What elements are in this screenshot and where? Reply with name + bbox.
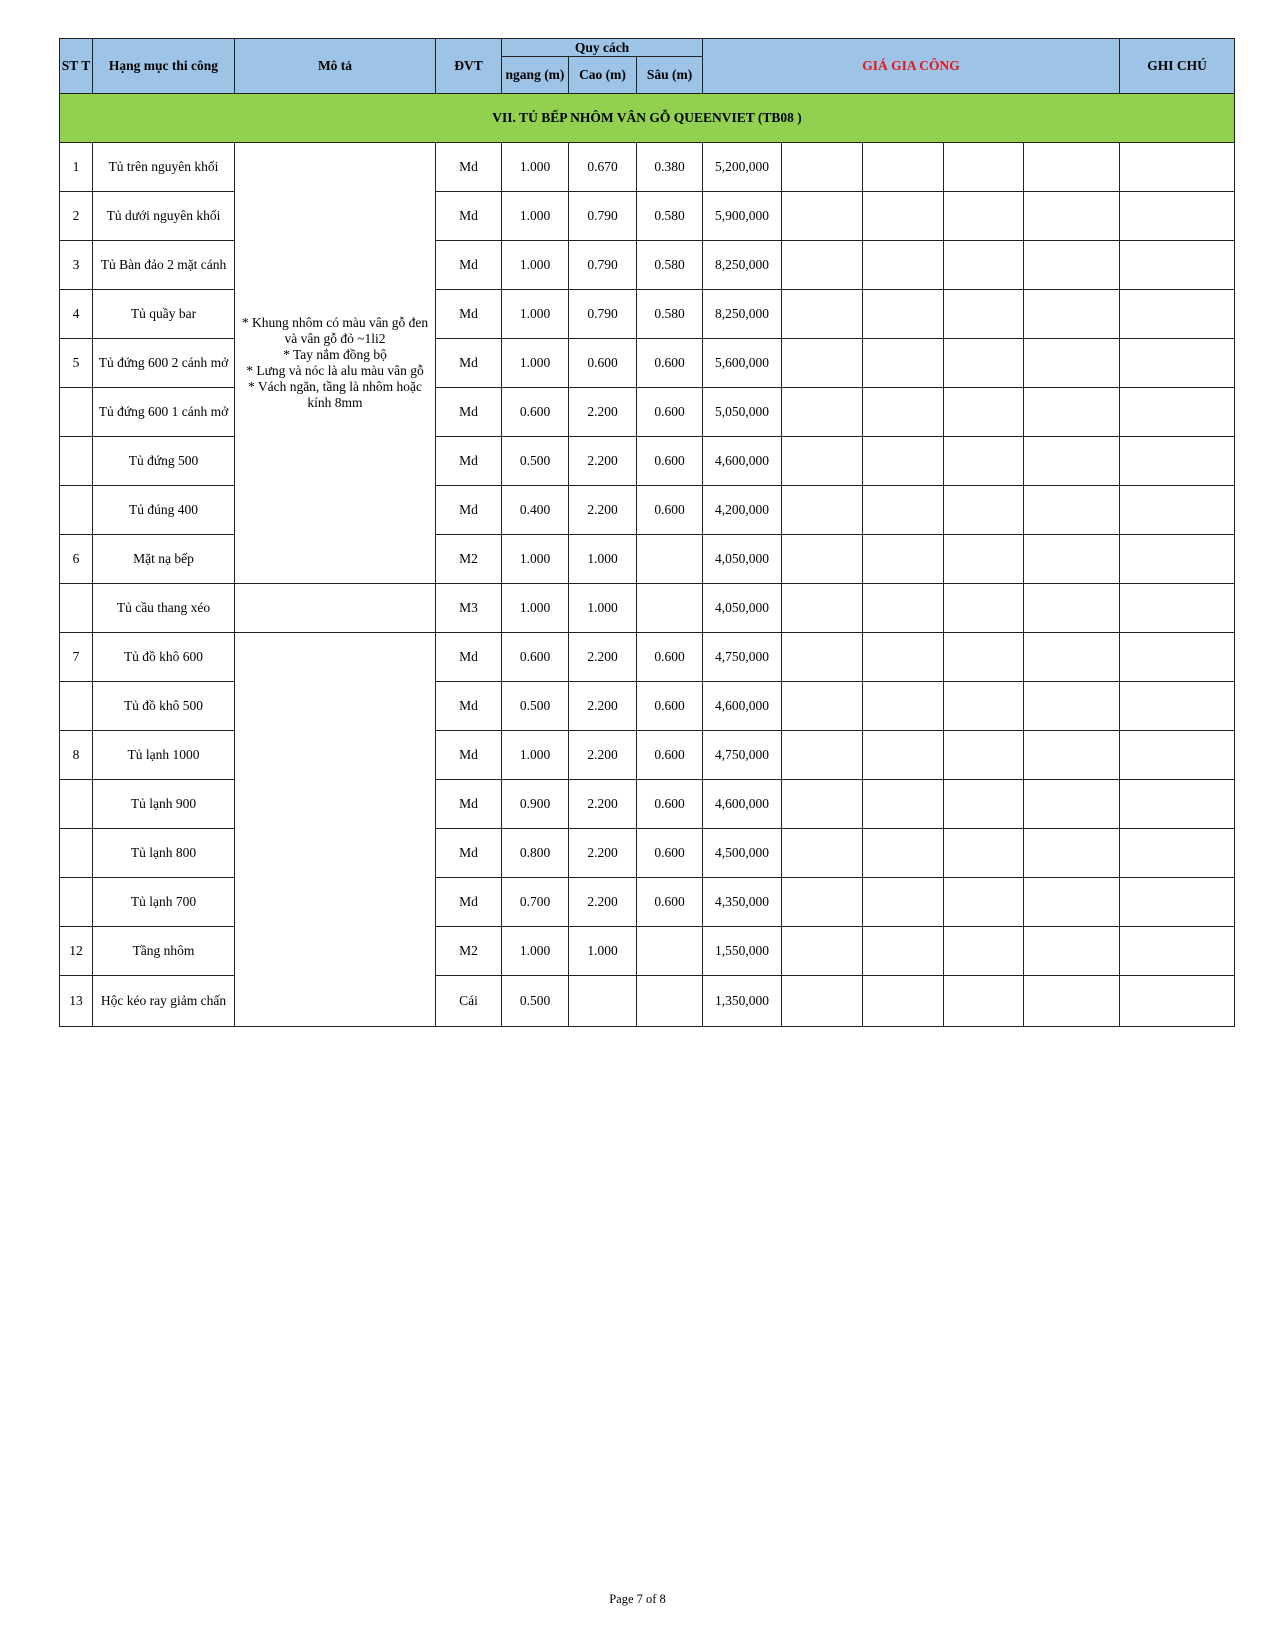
row-width: 1.000 — [502, 535, 569, 584]
row-price: 8,250,000 — [703, 290, 782, 339]
header-spec-group: Quy cách — [502, 39, 703, 57]
row-depth: 0.600 — [637, 780, 703, 829]
row-price-extra-cell — [1024, 584, 1120, 633]
row-stt: 1 — [60, 143, 93, 192]
row-note — [1120, 535, 1235, 584]
row-item-name: Tủ quầy bar — [93, 290, 235, 339]
price-table — [59, 38, 1235, 1027]
row-item-name: Mặt nạ bếp — [93, 535, 235, 584]
row-height: 2.200 — [569, 682, 637, 731]
row-price-extra-cell — [944, 878, 1024, 927]
row-height: 2.200 — [569, 829, 637, 878]
row-height: 0.790 — [569, 241, 637, 290]
row-price-extra-cell — [863, 976, 944, 1027]
row-price-extra-cell — [863, 192, 944, 241]
row-depth: 0.600 — [637, 388, 703, 437]
row-price: 4,050,000 — [703, 535, 782, 584]
row-price-extra-cell — [944, 290, 1024, 339]
row-unit: M3 — [436, 584, 502, 633]
row-stt: 7 — [60, 633, 93, 682]
row-note — [1120, 682, 1235, 731]
row-item-name: Tủ đứng 600 2 cánh mở — [93, 339, 235, 388]
table-row — [60, 143, 1235, 192]
row-width: 1.000 — [502, 731, 569, 780]
row-depth: 0.580 — [637, 192, 703, 241]
row-note — [1120, 241, 1235, 290]
row-depth: 0.580 — [637, 290, 703, 339]
row-depth — [637, 584, 703, 633]
row-width: 1.000 — [502, 339, 569, 388]
row-price-extra-cell — [782, 682, 863, 731]
row-width: 1.000 — [502, 927, 569, 976]
row-depth: 0.580 — [637, 241, 703, 290]
header-spec-width: ngang (m) — [502, 57, 569, 94]
row-price-extra-cell — [1024, 682, 1120, 731]
row-stt — [60, 388, 93, 437]
row-price-extra-cell — [863, 878, 944, 927]
row-price-extra-cell — [863, 339, 944, 388]
row-stt: 13 — [60, 976, 93, 1027]
row-unit: Md — [436, 829, 502, 878]
row-price-extra-cell — [1024, 143, 1120, 192]
row-price-extra-cell — [944, 829, 1024, 878]
table-row — [60, 633, 1235, 682]
row-stt: 12 — [60, 927, 93, 976]
row-price: 4,200,000 — [703, 486, 782, 535]
row-unit: Md — [436, 780, 502, 829]
row-depth: 0.600 — [637, 437, 703, 486]
row-price-extra-cell — [944, 682, 1024, 731]
row-price-extra-cell — [782, 731, 863, 780]
row-depth: 0.600 — [637, 633, 703, 682]
row-price-extra-cell — [1024, 339, 1120, 388]
page-footer: Page 7 of 8 — [609, 1592, 666, 1606]
row-price-extra-cell — [782, 143, 863, 192]
row-width: 0.900 — [502, 780, 569, 829]
row-height: 2.200 — [569, 780, 637, 829]
row-price-extra-cell — [944, 731, 1024, 780]
row-price-extra-cell — [863, 143, 944, 192]
row-stt — [60, 584, 93, 633]
row-price: 4,600,000 — [703, 437, 782, 486]
header-note: GHI CHÚ — [1120, 39, 1235, 94]
row-width: 0.600 — [502, 388, 569, 437]
row-price: 1,550,000 — [703, 927, 782, 976]
row-height: 2.200 — [569, 731, 637, 780]
row-item-name: Tủ trên nguyên khối — [93, 143, 235, 192]
row-width: 0.500 — [502, 682, 569, 731]
row-stt — [60, 829, 93, 878]
row-price-extra-cell — [944, 143, 1024, 192]
row-stt: 2 — [60, 192, 93, 241]
row-width: 0.500 — [502, 437, 569, 486]
row-width: 1.000 — [502, 290, 569, 339]
row-price-extra-cell — [1024, 192, 1120, 241]
row-unit: M2 — [436, 927, 502, 976]
row-price: 5,600,000 — [703, 339, 782, 388]
row-item-name: Tủ dưới nguyên khối — [93, 192, 235, 241]
table-row — [60, 584, 1235, 633]
row-note — [1120, 339, 1235, 388]
row-price-extra-cell — [944, 339, 1024, 388]
header-stt: ST T — [60, 39, 93, 94]
row-item-name: Hộc kéo ray giảm chấn — [93, 976, 235, 1027]
row-note — [1120, 486, 1235, 535]
row-note — [1120, 731, 1235, 780]
row-item-name: Tủ lạnh 700 — [93, 878, 235, 927]
row-price-extra-cell — [944, 192, 1024, 241]
row-note — [1120, 829, 1235, 878]
row-item-name: Tủ đứng 600 1 cánh mở — [93, 388, 235, 437]
row-price-extra-cell — [1024, 290, 1120, 339]
row-item-name: Tầng nhôm — [93, 927, 235, 976]
row-note — [1120, 927, 1235, 976]
row-depth: 0.600 — [637, 829, 703, 878]
row-depth: 0.600 — [637, 682, 703, 731]
row-note — [1120, 192, 1235, 241]
row-item-name: Tủ lạnh 900 — [93, 780, 235, 829]
row-unit: Md — [436, 731, 502, 780]
row-price: 5,050,000 — [703, 388, 782, 437]
row-depth: 0.600 — [637, 339, 703, 388]
row-price-extra-cell — [863, 584, 944, 633]
header-spec-depth: Sâu (m) — [637, 57, 703, 94]
header-price: GIÁ GIA CÔNG — [703, 39, 1120, 94]
row-price-extra-cell — [1024, 241, 1120, 290]
row-price-extra-cell — [863, 290, 944, 339]
row-price-extra-cell — [782, 535, 863, 584]
row-price: 4,050,000 — [703, 584, 782, 633]
row-price-extra-cell — [1024, 486, 1120, 535]
row-stt — [60, 780, 93, 829]
row-stt: 6 — [60, 535, 93, 584]
row-price-extra-cell — [863, 682, 944, 731]
row-stt — [60, 878, 93, 927]
header-unit: ĐVT — [436, 39, 502, 94]
row-price-extra-cell — [1024, 976, 1120, 1027]
row-note — [1120, 878, 1235, 927]
row-width: 0.400 — [502, 486, 569, 535]
section-title: VII. TỦ BẾP NHÔM VÂN GỖ QUEENVIET (TB08 ) — [60, 94, 1235, 143]
row-height: 2.200 — [569, 437, 637, 486]
header-description: Mô tả — [235, 39, 436, 94]
row-price-extra-cell — [1024, 731, 1120, 780]
row-unit: Md — [436, 437, 502, 486]
row-price-extra-cell — [782, 780, 863, 829]
row-price-extra-cell — [944, 388, 1024, 437]
row-depth — [637, 535, 703, 584]
row-price-extra-cell — [1024, 388, 1120, 437]
row-description — [235, 584, 436, 633]
row-depth: 0.600 — [637, 878, 703, 927]
row-price-extra-cell — [863, 829, 944, 878]
row-unit: Md — [436, 388, 502, 437]
row-price-extra-cell — [1024, 535, 1120, 584]
row-height: 2.200 — [569, 388, 637, 437]
row-price-extra-cell — [863, 927, 944, 976]
row-width: 1.000 — [502, 143, 569, 192]
row-price-extra-cell — [944, 437, 1024, 486]
row-stt: 3 — [60, 241, 93, 290]
row-note — [1120, 780, 1235, 829]
row-price-extra-cell — [863, 780, 944, 829]
row-height: 1.000 — [569, 927, 637, 976]
row-price: 8,250,000 — [703, 241, 782, 290]
row-stt — [60, 486, 93, 535]
row-price-extra-cell — [782, 584, 863, 633]
row-price-extra-cell — [782, 633, 863, 682]
row-height: 2.200 — [569, 486, 637, 535]
row-price-extra-cell — [782, 192, 863, 241]
row-note — [1120, 633, 1235, 682]
row-stt: 8 — [60, 731, 93, 780]
row-item-name: Tủ Bàn đảo 2 mặt cánh — [93, 241, 235, 290]
row-stt — [60, 437, 93, 486]
row-price-extra-cell — [1024, 829, 1120, 878]
row-price-extra-cell — [1024, 878, 1120, 927]
row-stt: 5 — [60, 339, 93, 388]
row-unit: Md — [436, 339, 502, 388]
header-item: Hạng mục thi công — [93, 39, 235, 94]
row-note — [1120, 290, 1235, 339]
row-note — [1120, 388, 1235, 437]
row-price-extra-cell — [863, 388, 944, 437]
row-note — [1120, 143, 1235, 192]
row-item-name: Tủ đứng 500 — [93, 437, 235, 486]
row-width: 0.700 — [502, 878, 569, 927]
row-price-extra-cell — [944, 633, 1024, 682]
row-height: 0.600 — [569, 339, 637, 388]
row-unit: Cái — [436, 976, 502, 1027]
row-price-extra-cell — [863, 633, 944, 682]
row-unit: Md — [436, 633, 502, 682]
row-price-extra-cell — [863, 241, 944, 290]
row-unit: Md — [436, 682, 502, 731]
row-unit: Md — [436, 486, 502, 535]
row-height: 0.790 — [569, 290, 637, 339]
row-price-extra-cell — [1024, 780, 1120, 829]
row-price-extra-cell — [944, 584, 1024, 633]
row-item-name: Tủ đúng 400 — [93, 486, 235, 535]
row-price-extra-cell — [863, 486, 944, 535]
row-price-extra-cell — [944, 927, 1024, 976]
row-item-name: Tủ cầu thang xéo — [93, 584, 235, 633]
row-depth: 0.380 — [637, 143, 703, 192]
row-price: 5,900,000 — [703, 192, 782, 241]
row-unit: Md — [436, 290, 502, 339]
row-description — [235, 633, 436, 1027]
row-price: 4,600,000 — [703, 780, 782, 829]
row-unit: M2 — [436, 535, 502, 584]
row-price: 1,350,000 — [703, 976, 782, 1027]
row-width: 0.800 — [502, 829, 569, 878]
row-price-extra-cell — [1024, 927, 1120, 976]
row-price-extra-cell — [782, 486, 863, 535]
row-price-extra-cell — [782, 388, 863, 437]
row-price-extra-cell — [944, 535, 1024, 584]
row-price-extra-cell — [944, 486, 1024, 535]
row-unit: Md — [436, 878, 502, 927]
row-width: 0.500 — [502, 976, 569, 1027]
row-price-extra-cell — [863, 731, 944, 780]
row-height: 2.200 — [569, 878, 637, 927]
row-note — [1120, 976, 1235, 1027]
row-price: 5,200,000 — [703, 143, 782, 192]
row-description: * Khung nhôm có màu vân gỗ đen và vân gỗ đỏ ~1li2 * Tay nắm đồng bộ * Lưng và nóc là alu màu vân gỗ * Vách ngăn, tầng là nhôm hoặc kính 8mm — [235, 143, 436, 584]
row-height: 2.200 — [569, 633, 637, 682]
row-price: 4,500,000 — [703, 829, 782, 878]
row-height — [569, 976, 637, 1027]
header-spec-height: Cao (m) — [569, 57, 637, 94]
row-price-extra-cell — [944, 241, 1024, 290]
row-note — [1120, 437, 1235, 486]
row-price-extra-cell — [944, 976, 1024, 1027]
row-price-extra-cell — [1024, 437, 1120, 486]
row-unit: Md — [436, 241, 502, 290]
row-width: 0.600 — [502, 633, 569, 682]
row-stt: 4 — [60, 290, 93, 339]
row-depth — [637, 927, 703, 976]
row-price-extra-cell — [782, 290, 863, 339]
row-price-extra-cell — [944, 780, 1024, 829]
row-height: 0.670 — [569, 143, 637, 192]
row-height: 0.790 — [569, 192, 637, 241]
row-width: 1.000 — [502, 241, 569, 290]
row-item-name: Tủ lạnh 800 — [93, 829, 235, 878]
row-price-extra-cell — [782, 878, 863, 927]
row-price: 4,350,000 — [703, 878, 782, 927]
row-price: 4,750,000 — [703, 731, 782, 780]
row-depth: 0.600 — [637, 486, 703, 535]
row-depth — [637, 976, 703, 1027]
row-price: 4,750,000 — [703, 633, 782, 682]
row-width: 1.000 — [502, 584, 569, 633]
row-price-extra-cell — [782, 437, 863, 486]
row-price-extra-cell — [782, 339, 863, 388]
row-stt — [60, 682, 93, 731]
row-price: 4,600,000 — [703, 682, 782, 731]
row-unit: Md — [436, 143, 502, 192]
row-item-name: Tủ đồ khô 500 — [93, 682, 235, 731]
row-price-extra-cell — [782, 241, 863, 290]
row-item-name: Tủ lạnh 1000 — [93, 731, 235, 780]
row-price-extra-cell — [863, 437, 944, 486]
row-price-extra-cell — [782, 976, 863, 1027]
row-item-name: Tủ đồ khô 600 — [93, 633, 235, 682]
row-note — [1120, 584, 1235, 633]
row-price-extra-cell — [782, 927, 863, 976]
row-price-extra-cell — [1024, 633, 1120, 682]
row-price-extra-cell — [863, 535, 944, 584]
row-width: 1.000 — [502, 192, 569, 241]
row-height: 1.000 — [569, 535, 637, 584]
row-depth: 0.600 — [637, 731, 703, 780]
row-height: 1.000 — [569, 584, 637, 633]
row-unit: Md — [436, 192, 502, 241]
row-price-extra-cell — [782, 829, 863, 878]
